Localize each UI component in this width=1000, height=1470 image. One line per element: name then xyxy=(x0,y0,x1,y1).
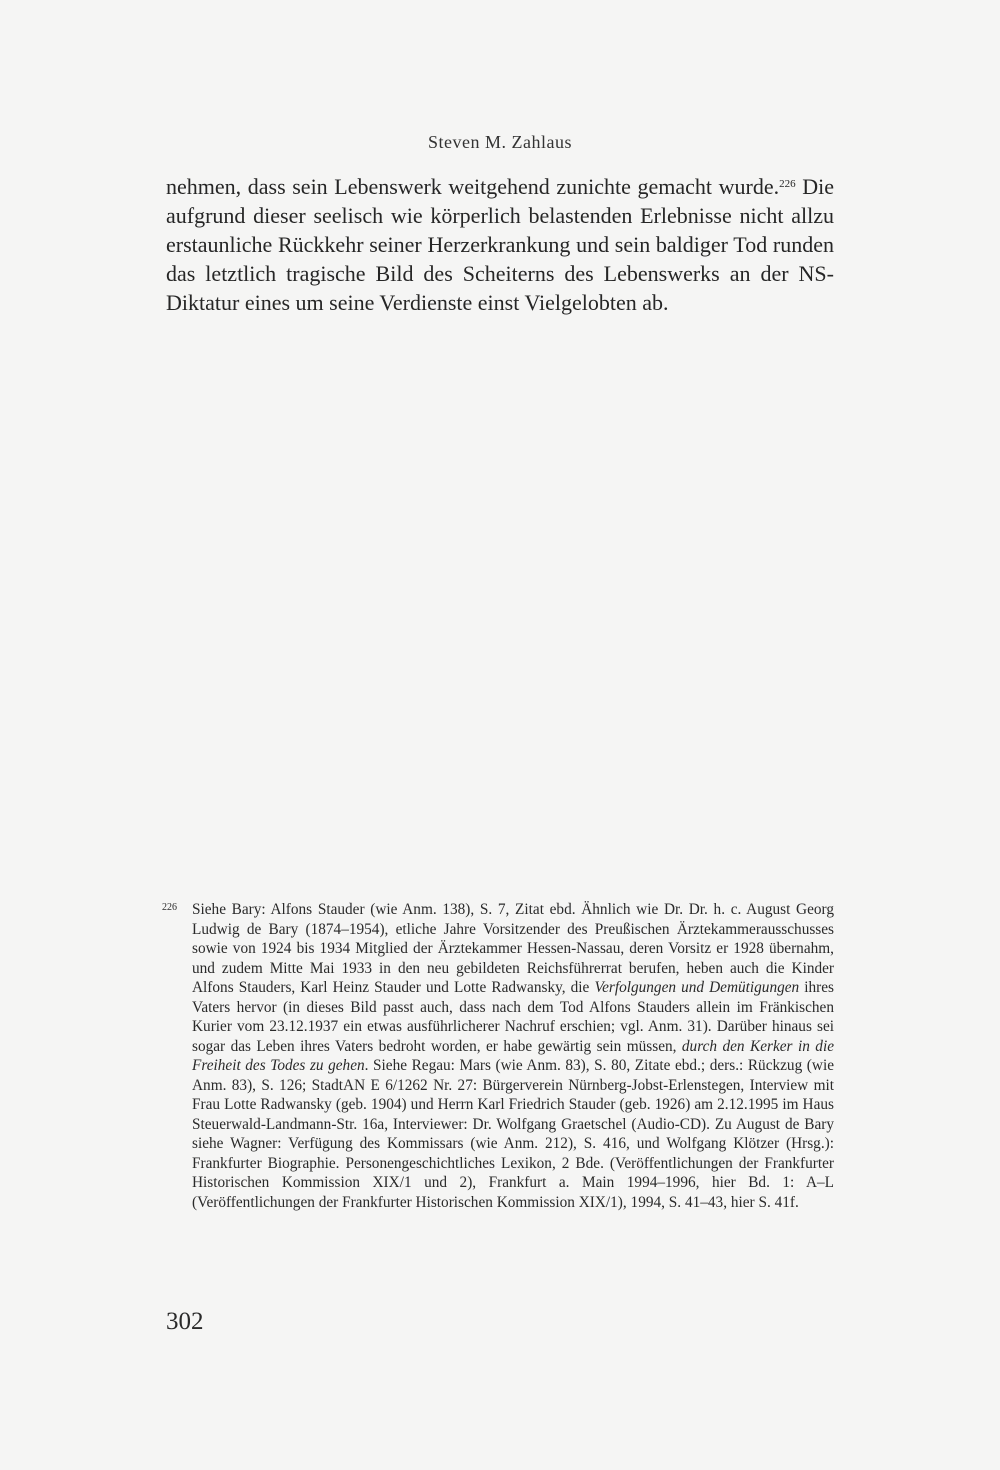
main-paragraph xyxy=(166,172,834,317)
footnote-quote-1: Verfolgungen und Demütigungen xyxy=(594,979,800,996)
page-number: 302 xyxy=(166,1308,204,1335)
footnote-text-1: Siehe Bary: Alfons Stauder (wie Anm. 138), S. 7, Zitat ebd. Ähnlich wie Dr. Dr. h. c. August Georg Ludwig de Bary (1874–1954), etliche Jahre Vorsitzender des Preußischen Ärztekammerausschusses sowie von 1924 bis 1934 Mitglied der Ärztekammer Hessen-Nassau, deren Vorsitz er 1928 übernahm, und zudem Mitte Mai 1933 in den neu gebildeten Reichsführerrat berufen, heben auch die Kinder Alfons Stauders, Karl Heinz Stauder und Lotte Radwansky, die xyxy=(192,901,834,996)
footnote-226 xyxy=(162,900,835,1212)
footnote-quote-2: durch den Kerker in die Freiheit des Todes zu gehen xyxy=(192,1037,834,1074)
paragraph-text-1: nehmen, dass sein Lebenswerk weitgehend zunichte gemacht wurde. xyxy=(166,174,780,199)
footnote-reference: 226 xyxy=(779,178,796,190)
footnotes-section xyxy=(162,900,835,1212)
footnote-text-3: . Siehe Regau: Mars (wie Anm. 83), S. 80, Zitate ebd.; ders.: Rückzug (wie Anm. 83), S. 126; StadtAN E 6/1262 Nr. 27: Bürgerverein Nürnberg-Jobst-Erlenstegen, Interview mit Frau Lotte Radwansky (geb. 1904) und Herrn Karl Friedrich Stauder (geb. 1926) am 2.12.1995 im Haus Steuerwald-Landmann-Str. 16a, Interviewer: Dr. Wolfgang Graetschel (Audio-CD). Zu August de Bary siehe Wagner: Verfügung des Kommissars (wie Anm. 212), S. 416, und Wolfgang Klötzer (Hrsg.): Frankfurter Biographie. Personengeschichtliches Lexikon, 2 Bde. (Veröffentlichungen der Frankfurter Historischen Kommission XIX/1 und 2), Frankfurt a. Main 1994–1996, hier Bd. 1: A–L (Veröffentlichungen der Frankfurter Historischen Kommission XIX/1), 1994, S. 41–43, hier S. 41f. xyxy=(192,1057,834,1211)
body-text xyxy=(166,172,834,317)
footnote-number: 226 xyxy=(162,902,177,913)
footnote-text-2: ihres Vaters hervor (in dieses Bild passt auch, dass nach dem Tod Alfons Stauders allein im Fränkischen Kurier vom 23.12.1937 ein etwas ausführlicherer Nachruf erschien; vgl. Anm. 31). Darüber hinaus sei sogar das Leben ihres Vaters bedroht worden, er habe gewärtig sein müssen, xyxy=(192,979,835,1055)
paragraph-text-2: Die aufgrund dieser seelisch wie körperlich belastenden Erlebnisse nicht allzu erstaunliche Rückkehr seiner Herzerkrankung und sein baldiger Tod runden das letztlich tragische Bild des Scheiterns des Lebenswerks an der NS-Diktatur eines um seine Verdienste einst Vielgelobten ab. xyxy=(166,174,834,315)
running-head: Steven M. Zahlaus xyxy=(428,132,572,152)
